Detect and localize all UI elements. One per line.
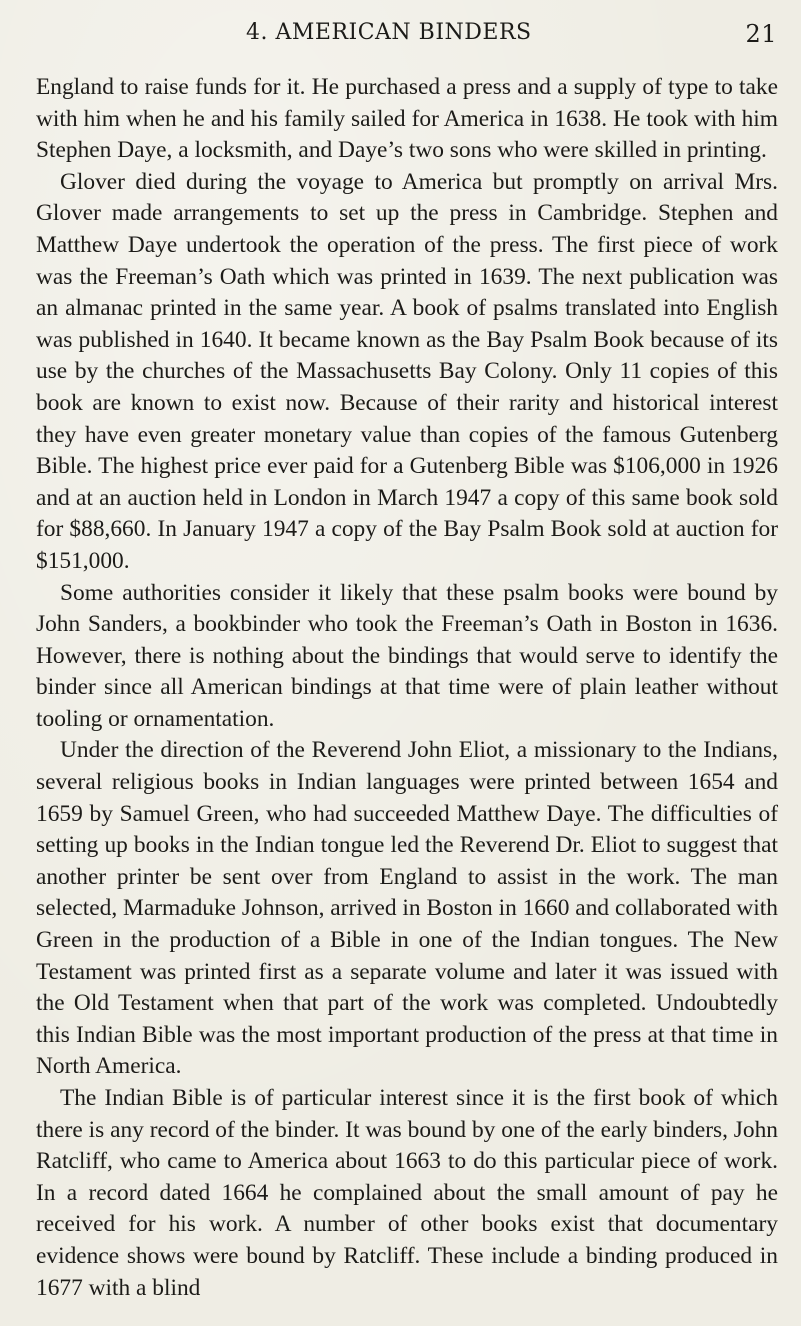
paragraph: Glover died during the voyage to America but promptly on arrival Mrs. Glover made arrangements to set up the press in Cambridge. Stephen and Matthew Daye undertook the operation of the press. The first piece of work was the Freeman’s Oath which was printed in 1639. The next publication was an almanac printed in the same year. A book of psalms translated into English was published in 1640. It became known as the Bay Psalm Book because of its use by the churches of the Massachusetts Bay Colony. Only 11 copies of this book are known to exist now. Because of their rarity and historical interest they have even greater monetary value than copies of the famous Gutenberg Bible. The highest price ever paid for a Gutenberg Bible was $106,000 in 1926 and at an auction held in London in March 1947 a copy of this same book sold for $88,660. In January 1947 a copy of the Bay Psalm Book sold at auction for $151,000. xyxy=(36,168,778,574)
running-head xyxy=(36,20,777,60)
paragraph: England to raise funds for it. He purchased a press and a supply of type to take with him when he and his family sailed for America in 1638. He took with him Stephen Daye, a locksmith, and Daye’s two sons who were skilled in printing. xyxy=(36,74,778,164)
page-number: 21 xyxy=(745,20,777,48)
paragraph: The Indian Bible is of particular interest since it is the first book of which there is any record of the binder. It was bound by one of the early binders, John Ratcliff, who came to America about 1663 to do this particular piece of work. In a record dated 1664 he complained about the small amount of pay he received for his work. A number of other books exist that documentary evidence shows were bound by Ratcliff. These include a binding produced in 1677 with a blind xyxy=(36,1085,778,1301)
paragraph: Under the direction of the Reverend John Eliot, a missionary to the Indians, several religious books in Indian languages were printed between 1654 and 1659 by Samuel Green, who had succeeded Matthew Daye. The difficulties of setting up books in the Indian tongue led the Reverend Dr. Eliot to suggest that another printer be sent over from England to assist in the work. The man selected, Marmaduke Johnson, arrived in Boston in 1660 and collaborated with Green in the production of a Bible in one of the Indian tongues. The New Testament was printed first as a separate volume and later it was issued with the Old Testament when that part of the work was completed. Undoubtedly this Indian Bible was the most important production of the press at that time in North America. xyxy=(36,737,778,1080)
body-text xyxy=(36,72,778,1304)
paragraph: Some authorities consider it likely that these psalm books were bound by John Sanders, a bookbinder who took the Freeman’s Oath in Boston in 1636. However, there is nothing about the bindings that would serve to identify the binder since all American bindings at that time were of plain leather without tooling or ornamentation. xyxy=(36,579,778,732)
chapter-title: 4. AMERICAN BINDERS xyxy=(246,20,532,45)
